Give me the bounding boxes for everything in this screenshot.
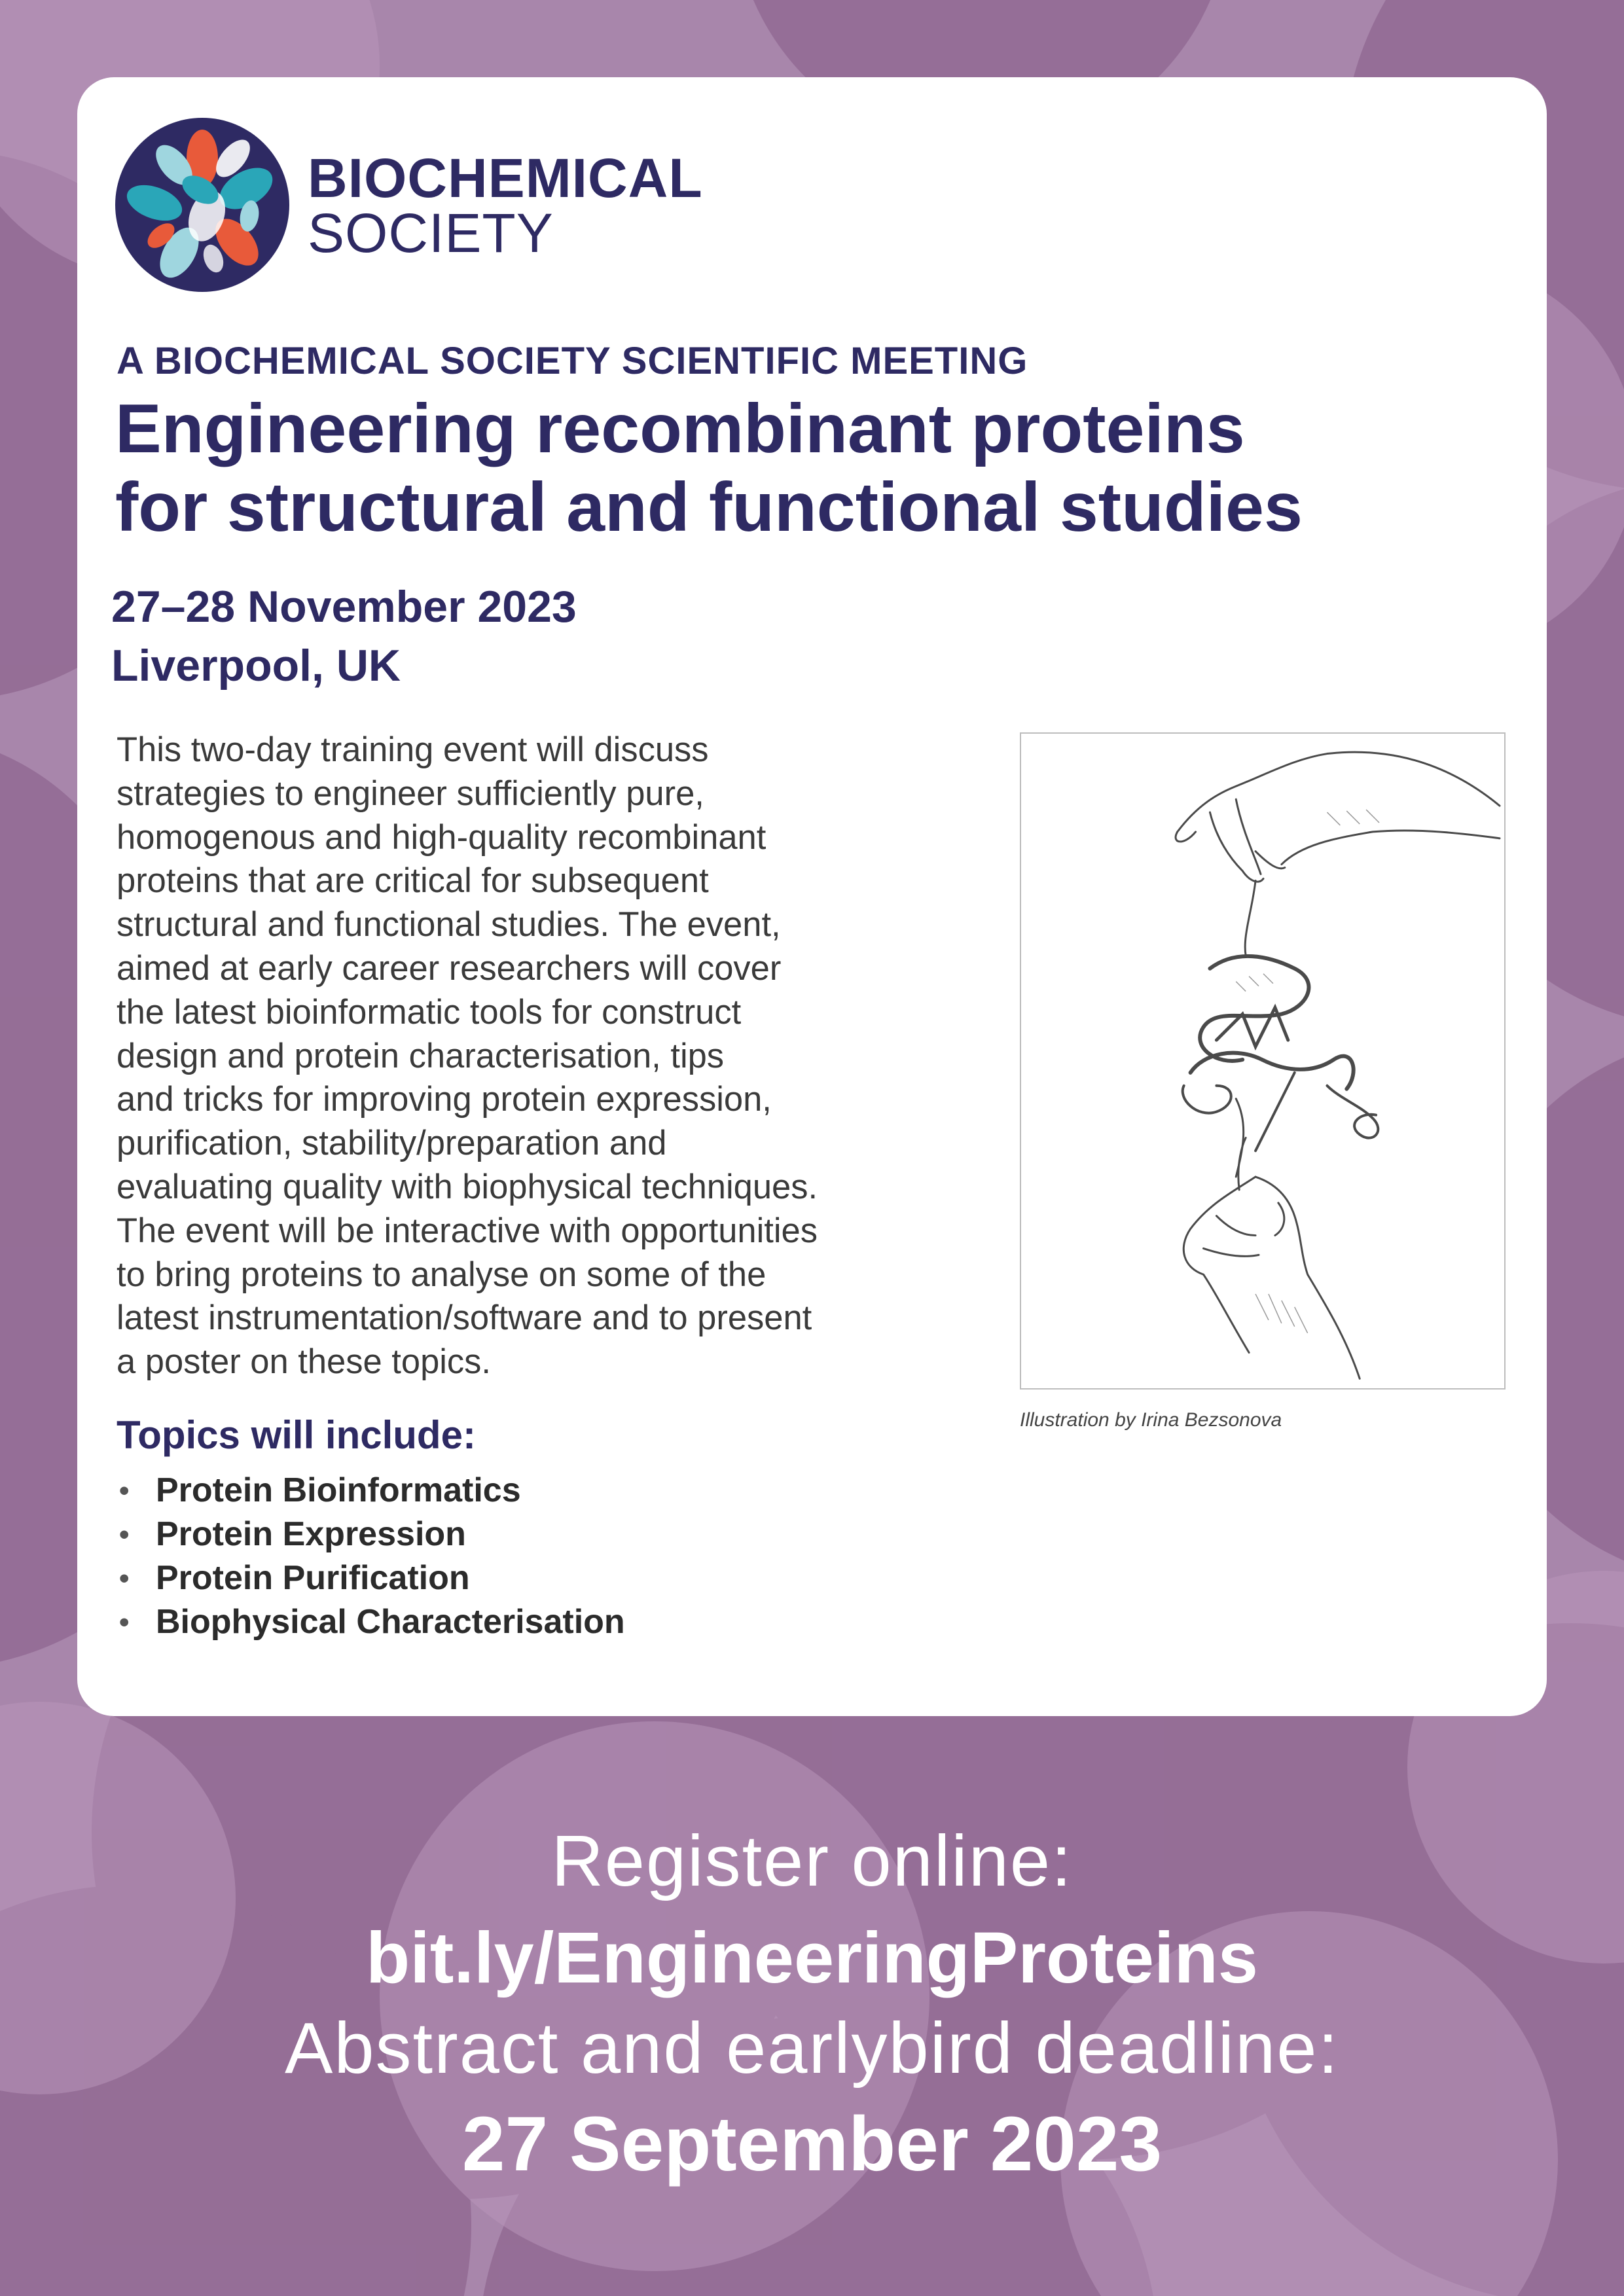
description-line: strategies to engineer sufficiently pure,: [117, 774, 704, 813]
description-line: purification, stability/preparation and: [117, 1124, 667, 1163]
bullet: •: [119, 1562, 130, 1594]
biochemical-society-logo-icon: [115, 118, 289, 292]
description-line: the latest bioinformatic tools for construct: [117, 992, 742, 1031]
description-line: to bring proteins to analyse on some of the: [117, 1255, 767, 1294]
meeting-kicker: A BIOCHEMICAL SOCIETY SCIENTIFIC MEETING: [117, 340, 1028, 382]
illustration-credit: Illustration by Irina Bezsonova: [1020, 1409, 1282, 1431]
topic-label: Protein Expression: [156, 1515, 466, 1553]
topic-item: [117, 1600, 625, 1644]
topic-label: Protein Bioinformatics: [156, 1471, 521, 1509]
deadline-label: Abstract and earlybird deadline:: [284, 2008, 1340, 2089]
topic-item: [117, 1469, 625, 1513]
logo-wordmark: [308, 147, 703, 264]
bullet: •: [119, 1518, 130, 1551]
bullet: •: [119, 1475, 130, 1507]
logo-line-2: SOCIETY: [308, 202, 554, 264]
description-line: structural and functional studies. The event,: [117, 905, 781, 944]
topic-label: Biophysical Characterisation: [156, 1603, 625, 1641]
event-title: [115, 390, 1523, 547]
title-line: Engineering recombinant proteins: [115, 390, 1245, 467]
event-location: Liverpool, UK: [111, 641, 401, 691]
topic-label: Protein Purification: [156, 1559, 470, 1597]
title-line: for structural and functional studies: [115, 468, 1303, 546]
description-line: and tricks for improving protein expression,: [117, 1080, 772, 1119]
bullet: •: [119, 1606, 130, 1638]
description-line: proteins that are critical for subsequent: [117, 861, 709, 901]
topics-list: [117, 1469, 625, 1644]
protein-ribbon-hands-illustration: [1020, 732, 1506, 1390]
topic-item: [117, 1513, 625, 1556]
description-line: design and protein characterisation, tips: [117, 1036, 725, 1075]
event-date: 27–28 November 2023: [111, 582, 577, 632]
description-line: homogenous and high-quality recombinant: [117, 817, 767, 857]
event-description: [117, 728, 1007, 1384]
description-line: a poster on these topics.: [117, 1342, 492, 1382]
event-card: [77, 77, 1547, 1716]
description-line: aimed at early career researchers will cover: [117, 948, 782, 988]
description-line: latest instrumentation/software and to present: [117, 1299, 812, 1338]
deadline-date: 27 September 2023: [461, 2101, 1163, 2187]
logo-line-1: BIOCHEMICAL: [308, 147, 703, 209]
description-line: The event will be interactive with opportunities: [117, 1211, 818, 1250]
topics-heading: Topics will include:: [117, 1413, 476, 1457]
register-label: Register online:: [551, 1821, 1073, 1901]
description-line: This two-day training event will discuss: [117, 730, 709, 769]
topic-item: [117, 1556, 625, 1600]
description-line: evaluating quality with biophysical techniques.: [117, 1167, 818, 1206]
register-link[interactable]: bit.ly/EngineeringProteins: [366, 1918, 1258, 1998]
